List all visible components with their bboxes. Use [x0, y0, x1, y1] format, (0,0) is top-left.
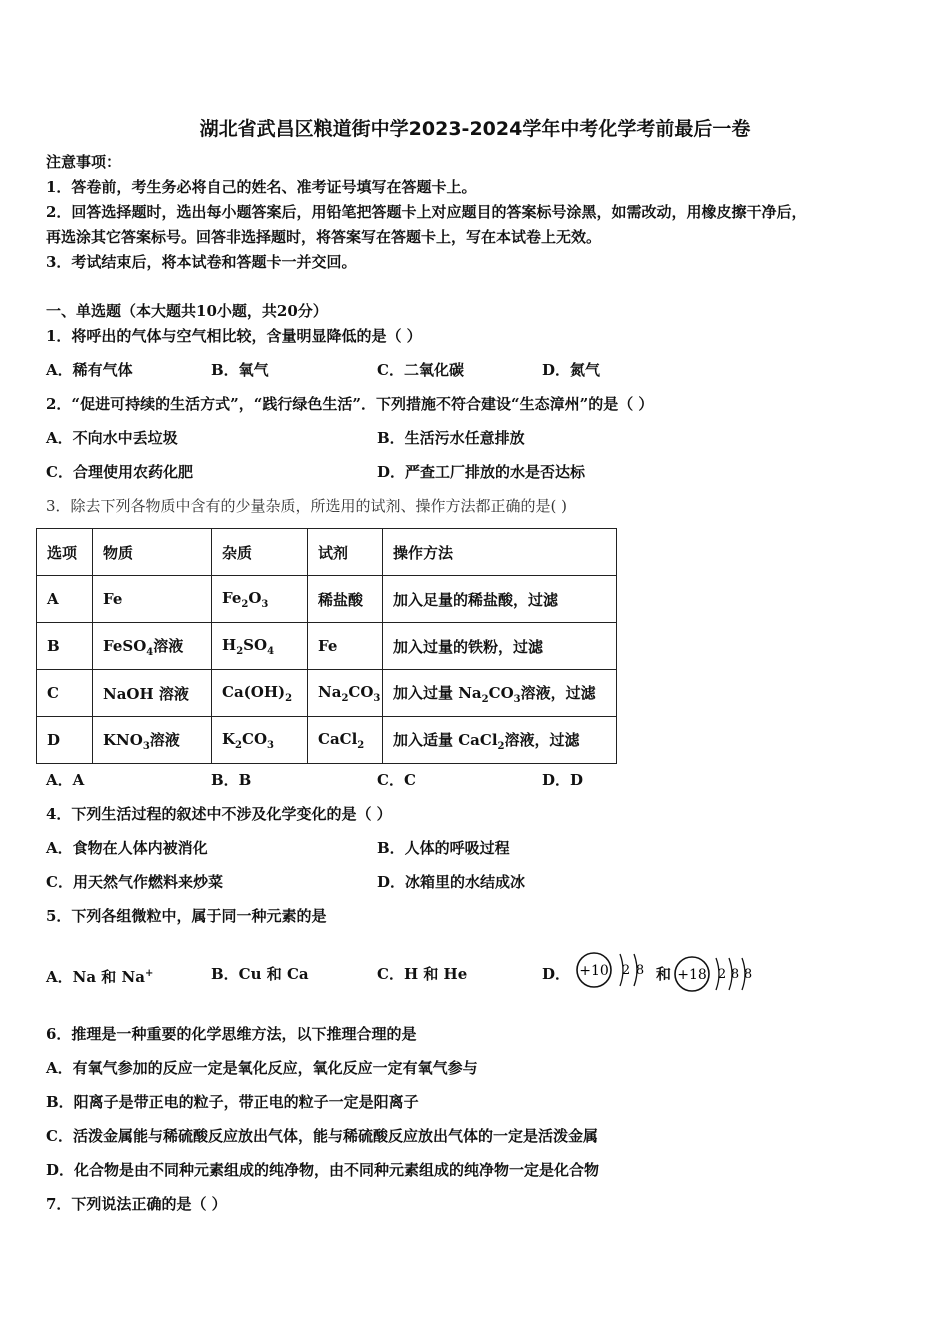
method-cell: 加入足量的稀盐酸，过滤	[383, 576, 617, 623]
impurity-cell: $K_2CO_3$	[212, 717, 308, 764]
q5-option-d: D．	[542, 965, 571, 983]
impurity-cell: $H_2SO_4$	[212, 623, 308, 670]
header-cell: 杂质	[212, 529, 308, 576]
table-row	[37, 670, 617, 717]
q6-option-b: B．阳离子是带正电的粒子，带正电的粒子一定是阳离子	[46, 1093, 419, 1111]
q5-option-b: B．Cu 和 Ca	[211, 965, 309, 983]
reagent-cell: 稀盐酸	[308, 576, 383, 623]
q3-option-b: B．B	[211, 771, 252, 789]
q3-option-d: D．D	[542, 771, 584, 789]
q4-option-d: D．冰箱里的水结成冰	[377, 873, 526, 891]
q1-option-b: B．氧气	[211, 361, 269, 379]
option-cell: A	[37, 576, 93, 623]
nucleus-charge: +18	[677, 967, 707, 983]
shell-electrons: 2	[621, 963, 631, 978]
option-cell: C	[37, 670, 93, 717]
shell-electrons: 8	[635, 963, 645, 978]
notice-item-2: 2．回答选择题时，选出每小题答案后，用铅笔把答题卡上对应题目的答案标号涂黑，如需改动，用橡皮擦干净后，	[46, 203, 807, 221]
reagent-cell: CaCl$_2$	[308, 717, 383, 764]
substance-cell: $KNO_3$溶液	[93, 717, 212, 764]
header-cell: 物质	[93, 529, 212, 576]
shell-electrons: 2	[717, 967, 727, 982]
header-cell: 选项	[37, 529, 93, 576]
notice-item-1: 1．答卷前，考生务必将自己的姓名、准考证号填写在答题卡上。	[46, 178, 477, 196]
q3-option-a: A．A	[46, 771, 85, 789]
substance-cell: FeSO$_4$溶液	[93, 623, 212, 670]
q4-stem: 4．下列生活过程的叙述中不涉及化学变化的是（ ）	[46, 805, 392, 823]
q7-stem: 7．下列说法正确的是（ ）	[46, 1195, 227, 1213]
q3-stem: 3．除去下列各物质中含有的少量杂质，所选用的试剂、操作方法都正确的是( )	[46, 497, 568, 515]
q2-option-d: D．严查工厂排放的水是否达标	[377, 463, 586, 481]
notice-item-3: 3．考试结束后，将本试卷和答题卡一并交回。	[46, 253, 357, 271]
substance-cell: Fe	[93, 576, 212, 623]
q2-option-a: A．不向水中丢垃圾	[46, 429, 178, 447]
q6-option-a: A．有氧气参加的反应一定是氧化反应，氧化反应一定有氧气参与	[46, 1059, 478, 1077]
section-heading: 一、单选题（本大题共10小题，共20分）	[46, 302, 328, 320]
impurity-cell: $Fe_2O_3$	[212, 576, 308, 623]
method-cell: 加入过量 $Na_2CO_3$溶液，过滤	[383, 670, 617, 717]
notice-item-2-cont: 再选涂其它答案标号。回答非选择题时，将答案写在答题卡上，写在本试卷上无效。	[46, 228, 602, 246]
substance-cell: NaOH 溶液	[93, 670, 212, 717]
q3-table	[36, 528, 617, 764]
atom-structure-argon-icon	[672, 946, 758, 998]
reagent-cell: Fe	[308, 623, 383, 670]
q5-and-text: 和	[656, 965, 672, 983]
q2-option-c: C．合理使用农药化肥	[46, 463, 193, 481]
q5-option-c: C．H 和 He	[377, 965, 468, 983]
q1-option-c: C．二氧化碳	[377, 361, 464, 379]
shell-electrons: 8	[743, 967, 753, 982]
q3-option-c: C．C	[377, 771, 416, 789]
reagent-cell: $Na_2CO_3$	[308, 670, 383, 717]
notice-heading: 注意事项：	[46, 153, 122, 171]
table-row	[37, 576, 617, 623]
q1-stem: 1．将呼出的气体与空气相比较，含量明显降低的是（ ）	[46, 327, 422, 345]
header-cell: 试剂	[308, 529, 383, 576]
q4-option-a: A．食物在人体内被消化	[46, 839, 208, 857]
q1-option-a: A．稀有气体	[46, 361, 133, 379]
nucleus-charge: +10	[579, 963, 609, 979]
q4-option-b: B．人体的呼吸过程	[377, 839, 510, 857]
table-header-row	[37, 529, 617, 576]
q6-option-d: D．化合物是由不同种元素组成的纯净物，由不同种元素组成的纯净物一定是化合物	[46, 1161, 600, 1179]
q6-option-c: C．活泼金属能与稀硫酸反应放出气体，能与稀硫酸反应放出气体的一定是活泼金属	[46, 1127, 598, 1145]
atom-structure-neon-icon	[574, 946, 654, 998]
option-cell: D	[37, 717, 93, 764]
header-cell: 操作方法	[383, 529, 617, 576]
method-cell: 加入适量 CaCl$_2$溶液，过滤	[383, 717, 617, 764]
option-cell: B	[37, 623, 93, 670]
method-cell: 加入过量的铁粉，过滤	[383, 623, 617, 670]
q4-option-c: C．用天然气作燃料来炒菜	[46, 873, 223, 891]
table-row	[37, 623, 617, 670]
q2-option-b: B．生活污水任意排放	[377, 429, 525, 447]
q5-stem: 5．下列各组微粒中，属于同一种元素的是	[46, 907, 327, 925]
q6-stem: 6．推理是一种重要的化学思维方法，以下推理合理的是	[46, 1025, 417, 1043]
shell-electrons: 8	[730, 967, 740, 982]
page-title: 湖北省武昌区粮道街中学2023-2024学年中考化学考前最后一卷	[199, 118, 751, 140]
table-row	[37, 717, 617, 764]
q1-option-d: D．氮气	[542, 361, 601, 379]
q2-stem: 2．“促进可持续的生活方式”，“践行绿色生活”．下列措施不符合建设“生态漳州”的是（ ）	[46, 395, 654, 413]
impurity-cell: $Ca(OH)_2$	[212, 670, 308, 717]
q5-option-a: A．Na 和 Na+	[46, 968, 154, 986]
